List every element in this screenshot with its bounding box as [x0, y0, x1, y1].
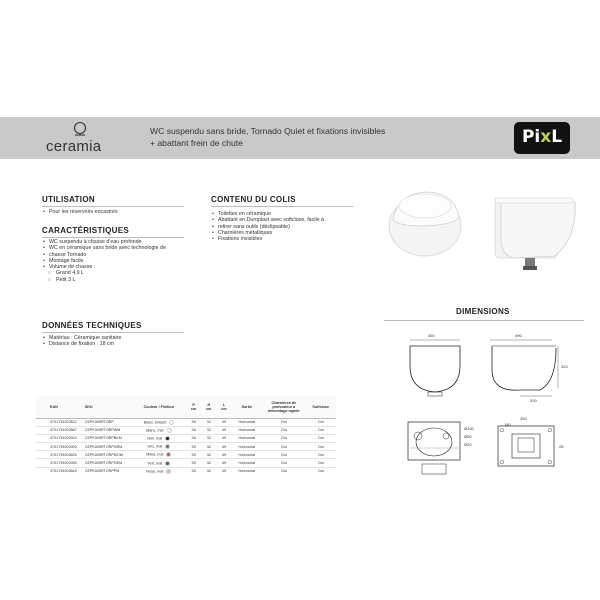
divider	[42, 332, 184, 333]
table-row	[36, 426, 336, 434]
side-view-drawing	[490, 333, 568, 403]
table-cell-h: 32	[201, 443, 216, 451]
donnees-heading: DONNÉES TECHNIQUES	[42, 321, 142, 330]
table-cell-softclose: Oui	[305, 467, 336, 475]
col-h: H cm	[201, 396, 216, 418]
table-cell-p: 36	[186, 451, 201, 459]
table-cell-p: 36	[186, 426, 201, 434]
col-sku: SKU	[84, 396, 132, 418]
caracteristiques-heading: CARACTÉRISTIQUES	[42, 226, 130, 235]
table-cell-sortie: Horizontal	[232, 418, 262, 426]
table-cell-charnieres: Oui	[262, 434, 305, 442]
table-cell-sku: CEPK009RTORPMOM	[84, 451, 132, 459]
table-cell-softclose: Oui	[305, 418, 336, 426]
table-header-row	[36, 396, 336, 418]
table-cell-sku: CEPK009RTORPGEM	[84, 459, 132, 467]
table-cell-charnieres: Oui	[262, 451, 305, 459]
table-cell-l: 49	[216, 451, 231, 459]
table-row	[36, 434, 336, 442]
table-body	[36, 418, 336, 475]
table-cell-sortie: Horizontal	[232, 443, 262, 451]
table-cell-ean: 3701739202887	[36, 426, 84, 434]
table-row	[36, 467, 336, 475]
table-cell-p: 36	[186, 418, 201, 426]
col-sortie: Sortie	[232, 396, 262, 418]
caracteristiques-list	[42, 239, 202, 283]
table-cell-sortie: Horizontal	[232, 451, 262, 459]
list-item: • Charnières métalliques	[211, 230, 351, 236]
table-cell-charnieres: Oui	[262, 459, 305, 467]
pixl-badge	[514, 122, 570, 154]
table-cell-h: 32	[201, 434, 216, 442]
table-cell-charnieres: Oui	[262, 443, 305, 451]
table-cell-couleur: Rose, mat	[132, 467, 186, 475]
list-item: • Pour les réservoirs encastrés	[42, 209, 192, 215]
table-cell-sortie: Horizontal	[232, 434, 262, 442]
table-cell-sku: CEPK009RTORPPM	[84, 467, 132, 475]
table-cell-h: 32	[201, 418, 216, 426]
table-row	[36, 459, 336, 467]
front-view-drawing	[410, 333, 460, 396]
plan-side-label: 250	[520, 416, 527, 421]
divider	[211, 206, 353, 207]
table-cell-softclose: Oui	[305, 451, 336, 459]
color-swatch	[165, 444, 170, 449]
table-cell-h: 32	[201, 426, 216, 434]
table-cell-ean: 3701739202825	[36, 451, 84, 459]
ceramia-logo	[46, 121, 118, 155]
table-cell-softclose: Oui	[305, 434, 336, 442]
header-band	[0, 117, 600, 159]
table-cell-l: 49	[216, 467, 231, 475]
table-cell-couleur: Blanc, mat	[132, 426, 186, 434]
table-cell-sortie: Horizontal	[232, 459, 262, 467]
table-cell-couleur: Noir, mat	[132, 434, 186, 442]
list-item: • Volume de chasse :	[42, 264, 202, 270]
front-width-label: 360	[428, 333, 435, 338]
table-cell-l: 49	[216, 459, 231, 467]
table-cell-sku: CEPK009RTORPBKM	[84, 434, 132, 442]
plan-180-label: 180	[504, 422, 511, 427]
color-swatch	[166, 469, 171, 474]
table-cell-l: 49	[216, 443, 231, 451]
col-softclose: Softclose	[305, 396, 336, 418]
contenu-list	[211, 211, 351, 242]
plan-view-left-drawing	[408, 422, 475, 474]
toilet-front-photo	[389, 192, 461, 256]
col-p: P cm	[186, 396, 201, 418]
table-cell-p: 36	[186, 467, 201, 475]
col-l: L cm	[216, 396, 231, 418]
brand-name: ceramia	[46, 138, 102, 155]
table-cell-couleur: Gris, mat	[132, 443, 186, 451]
table-cell-softclose: Oui	[305, 459, 336, 467]
plan-28-label: 28	[559, 444, 564, 449]
list-item: • Montage facile	[42, 258, 202, 264]
side-height-label: 320	[561, 364, 568, 369]
table-cell-charnieres: Oui	[262, 426, 305, 434]
color-swatch	[167, 428, 172, 433]
table-cell-softclose: Oui	[305, 443, 336, 451]
ceramia-logo-mark-icon	[72, 121, 88, 137]
divider	[384, 320, 584, 321]
donnees-list	[42, 335, 202, 348]
col-ean: EAN	[36, 396, 84, 418]
list-item: • Abattant en Duroplast avec softclose, facile à	[211, 217, 351, 223]
product-title-line2: + abattant frein de chute	[150, 138, 243, 148]
table-cell-softclose: Oui	[305, 426, 336, 434]
table-cell-h: 32	[201, 451, 216, 459]
plan-d3-label: Ø20	[464, 442, 472, 447]
table-cell-sku: CEPK009RTORPWM	[84, 426, 132, 434]
side-bottom-label: 200	[530, 398, 537, 403]
table-cell-sortie: Horizontal	[232, 467, 262, 475]
table-cell-ean: 3701739202849	[36, 467, 84, 475]
table-cell-p: 36	[186, 434, 201, 442]
product-title-line1: WC suspendu sans bride, Tornado Quiet et fixations invisibles	[150, 126, 386, 136]
table-cell-ean: 3701739202955	[36, 459, 84, 467]
table-cell-l: 49	[216, 418, 231, 426]
list-item: • chasse Tornado	[42, 252, 202, 258]
list-item: • Distance de fixation : 18 cm	[42, 341, 202, 347]
table-cell-couleur: Blanc, brillant	[132, 418, 186, 426]
table-cell-couleur: Moka, mat	[132, 451, 186, 459]
plan-d1-label: Ø100	[464, 426, 474, 431]
table-cell-charnieres: Oui	[262, 467, 305, 475]
table-cell-p: 36	[186, 459, 201, 467]
list-item: • WC suspendu à chasse d'eau profonde	[42, 239, 202, 245]
table-cell-charnieres: Oui	[262, 418, 305, 426]
plan-view-right-drawing	[498, 416, 564, 466]
color-swatch	[165, 461, 170, 466]
list-item: • WC en céramique sans bride avec technologie de	[42, 245, 202, 251]
table-cell-p: 36	[186, 443, 201, 451]
product-table	[36, 396, 336, 475]
table-cell-sku: CEPK009RTORP	[84, 418, 132, 426]
divider	[42, 206, 184, 207]
utilisation-list	[42, 209, 192, 215]
col-charnieres: Charnières de profondeur à démontage rapide	[262, 396, 305, 418]
table-cell-l: 49	[216, 426, 231, 434]
table-row	[36, 443, 336, 451]
list-item: • Toilettes en céramique	[211, 211, 351, 217]
pixl-badge-text: PixL	[521, 127, 563, 147]
col-couleur: Couleur / Finition	[132, 396, 186, 418]
table-cell-ean: 3701739202924	[36, 434, 84, 442]
color-swatch	[165, 436, 170, 441]
dimensions-drawing	[380, 326, 590, 486]
table-cell-couleur: Vert, mat	[132, 459, 186, 467]
table-cell-sortie: Horizontal	[232, 426, 262, 434]
product-title	[150, 125, 480, 149]
dimensions-heading: DIMENSIONS	[456, 307, 510, 316]
table-cell-h: 32	[201, 459, 216, 467]
divider	[42, 237, 184, 238]
list-sub-item: ○ Grand 4,9 L	[42, 270, 202, 276]
utilisation-heading: UTILISATION	[42, 195, 95, 204]
list-sub-item: ○ Petit 3 L	[42, 277, 202, 283]
table-cell-ean: 3701739202832	[36, 418, 84, 426]
table-row	[36, 451, 336, 459]
list-item: • Fixations invisibles	[211, 236, 351, 242]
color-swatch	[166, 452, 171, 457]
color-swatch	[169, 420, 174, 425]
product-photos	[375, 178, 585, 278]
side-depth-label: 490	[515, 333, 522, 338]
table-row	[36, 418, 336, 426]
plan-d2-label: Ø50	[464, 434, 472, 439]
list-item: • retirer sans outils (déclipsable)	[211, 224, 351, 230]
toilet-side-photo	[495, 198, 575, 270]
table-cell-sku: CEPK009RTORPGRM	[84, 443, 132, 451]
table-cell-l: 49	[216, 434, 231, 442]
list-item: • Matériau : Céramique sanitaire	[42, 335, 202, 341]
table-cell-ean: 3701739202900	[36, 443, 84, 451]
table-cell-h: 32	[201, 467, 216, 475]
contenu-heading: CONTENU DU COLIS	[211, 195, 296, 204]
